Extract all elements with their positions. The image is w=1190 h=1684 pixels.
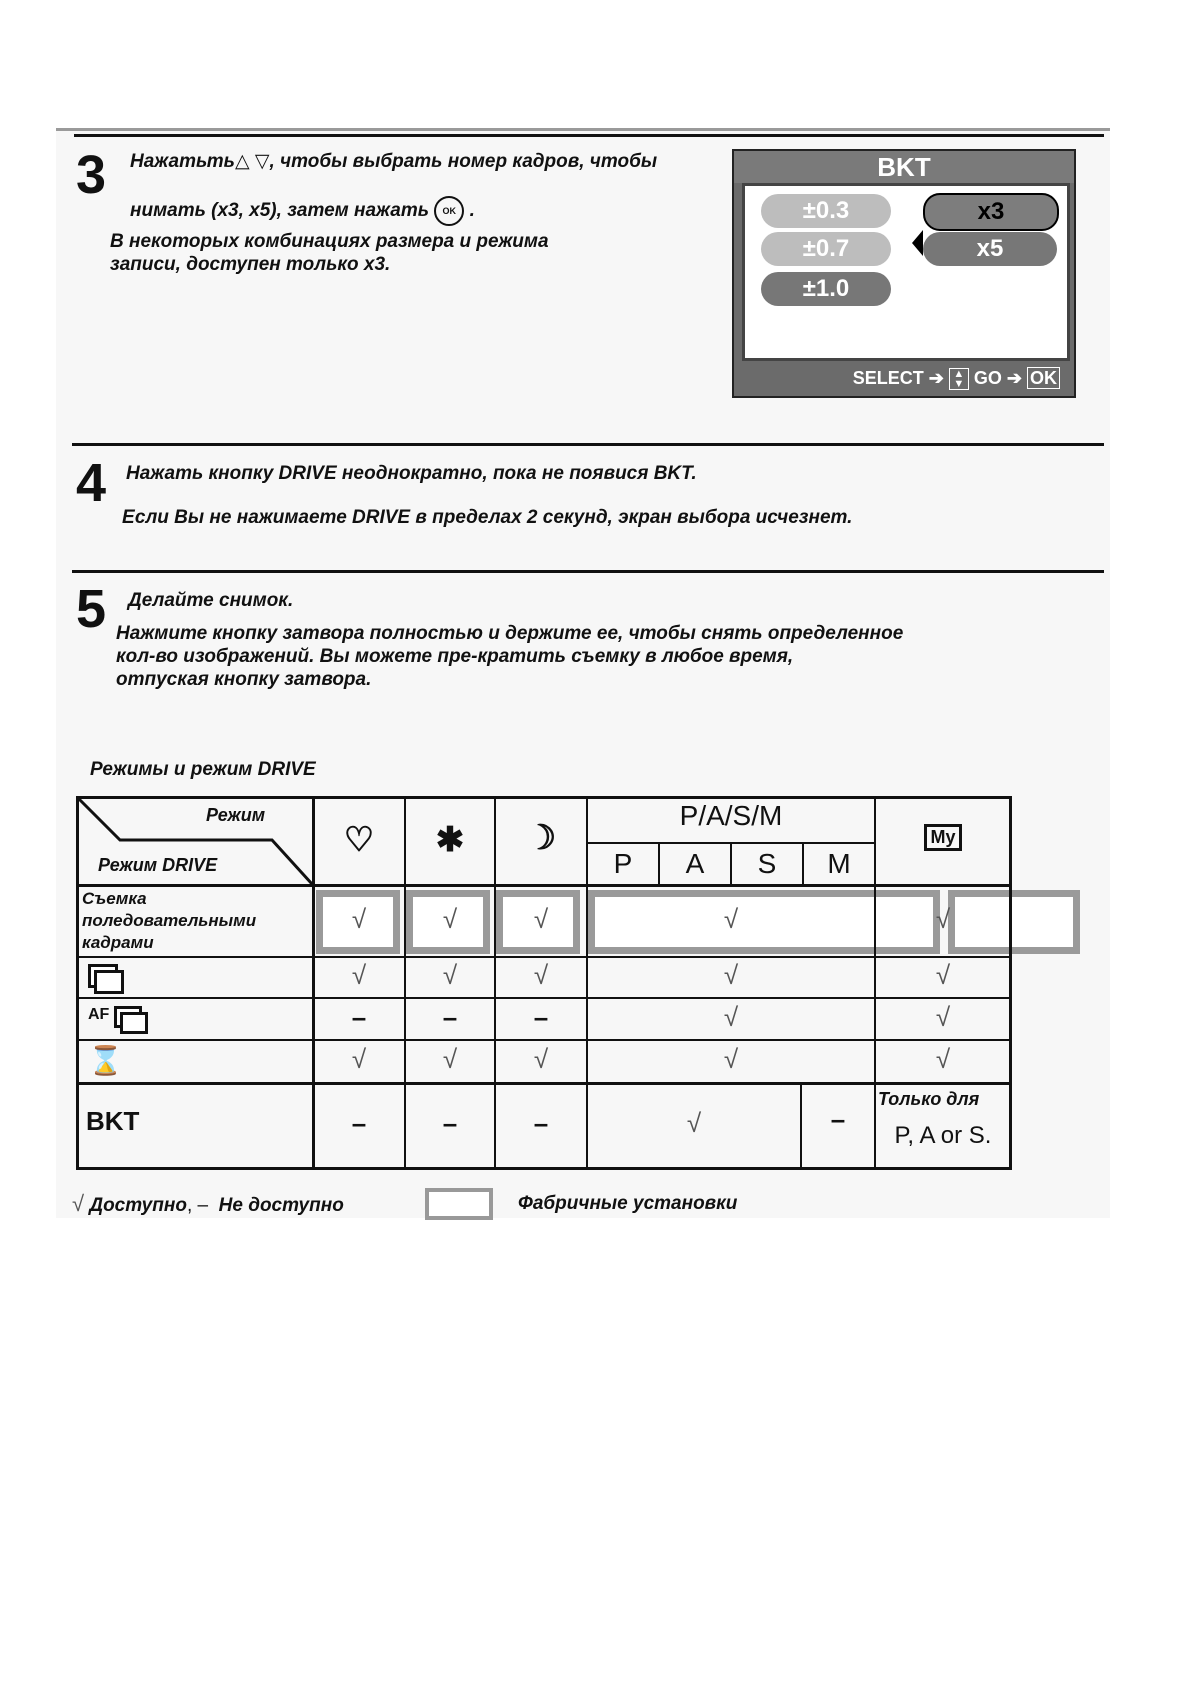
step-4-number: 4: [76, 453, 107, 513]
cell-check: √: [533, 960, 549, 990]
screen-body: [742, 183, 1070, 361]
step-4-line-2: Если Вы не нажимаете DRIVE в пределах 2 секунд, экран выбора исчезнет.: [122, 507, 853, 528]
row-sequential-label-3: кадрами: [82, 933, 154, 952]
arrow-right-icon: ➔: [928, 368, 944, 388]
up-down-icon: ▲ ▼: [949, 368, 969, 390]
step-3-text-b: , чтобы выбрать номер кадров, чтобы: [269, 151, 658, 172]
only-for-line-1: Только для: [878, 1089, 980, 1109]
night-portrait-mode-icon: ☽: [525, 819, 557, 857]
up-triangle-icon: △: [234, 151, 250, 172]
cell-dash: –: [351, 1108, 367, 1138]
corner-drive-label: Режим DRIVE: [98, 855, 218, 875]
cell-check: √: [723, 1044, 739, 1074]
my-mode-icon: [876, 824, 1010, 851]
corner-mode-label: Режим: [206, 805, 266, 825]
modes-table: [76, 796, 1012, 1170]
ok-label: OK: [1027, 367, 1060, 389]
self-timer-icon: ⌛: [88, 1045, 123, 1076]
screen-footer: [734, 361, 1074, 396]
cell-dash: –: [351, 1002, 367, 1032]
divider-step-4: [72, 443, 1104, 446]
pasm-header: P/A/S/M: [679, 800, 783, 831]
sub-header-m: M: [827, 848, 851, 879]
legend-check-symbol: √: [72, 1191, 85, 1216]
sports-mode-icon: ✱: [435, 821, 465, 859]
sub-header-s: S: [757, 848, 777, 879]
top-rule-gray: [56, 128, 1110, 131]
step-5-line-3: кол-во изображений. Вы можете пре-кратить съемку в любое время,: [116, 646, 794, 667]
down-triangle-icon: ▽: [254, 151, 270, 172]
cell-check: √: [686, 1108, 702, 1138]
screen-title: BKT: [734, 151, 1074, 183]
legend-not-available: Не доступно: [218, 1195, 344, 1216]
step-3-text-c: нимать (x3, x5), затем нажать: [130, 200, 430, 222]
go-label: GO: [973, 368, 1002, 388]
my-mode-label: My: [924, 824, 961, 851]
frames-option-x3[interactable]: x3: [923, 193, 1059, 231]
sub-header-a: A: [685, 848, 705, 879]
step-5-line-4: отпуская кнопку затвора.: [116, 669, 372, 690]
cell-check: √: [533, 1044, 549, 1074]
cell-check: √: [351, 1044, 367, 1074]
cell-dash: –: [533, 1108, 549, 1138]
cell-check: √: [442, 960, 458, 990]
cell-check: √: [723, 904, 739, 934]
only-for-line-2: P, A or S.: [894, 1122, 992, 1149]
step-5-number: 5: [76, 579, 107, 639]
cell-check: √: [351, 960, 367, 990]
sub-header-p: P: [613, 848, 633, 879]
step-3-note-2: записи, доступен только x3.: [110, 254, 391, 275]
cell-check: √: [935, 1002, 951, 1032]
legend-available: Доступно: [89, 1195, 187, 1216]
step-5-line-2: Нажмите кнопку затвора полностью и держите ее, чтобы снять определенное: [116, 623, 904, 644]
step-3-line-2: нимать (x3, x5), затем нажать OK .: [130, 196, 475, 226]
row-sequential-label-1: Съемка: [82, 889, 147, 908]
cell-check: √: [442, 904, 458, 934]
cell-dash: –: [533, 1002, 549, 1032]
legend-factory: Фабричные установки: [518, 1193, 738, 1214]
cell-check: √: [935, 1044, 951, 1074]
step-3-text-a: Нажатьть: [130, 151, 235, 172]
legend-dash-symbol: –: [197, 1195, 209, 1216]
cell-check: √: [723, 960, 739, 990]
cell-dash: –: [442, 1002, 458, 1032]
step-3-number: 3: [76, 145, 107, 205]
step-option-1[interactable]: ±0.7: [761, 232, 891, 266]
table-caption: Режимы и режим DRIVE: [90, 759, 316, 780]
cell-check: √: [723, 1002, 739, 1032]
top-rule: [74, 134, 1104, 137]
ok-button-icon: OK: [434, 196, 464, 226]
row-bkt-label: BKT: [86, 1106, 140, 1136]
frames-option-x5[interactable]: x5: [923, 232, 1057, 266]
step-option-0[interactable]: ±0.3: [761, 194, 891, 228]
step-4-line-1: Нажать кнопку DRIVE неоднократно, пока не появися BKT.: [126, 463, 697, 484]
divider-step-5: [72, 570, 1104, 573]
cell-check: √: [442, 1044, 458, 1074]
row-sequential-label-2: поледовательными: [82, 911, 257, 930]
arrow-right-icon-2: ➔: [1006, 368, 1022, 388]
step-3-line-1: [130, 150, 657, 173]
portrait-mode-icon: ♡: [343, 821, 375, 859]
camera-screen: [732, 149, 1076, 398]
step-3-note-1: В некоторых комбинациях размера и режима: [110, 231, 549, 252]
cell-check: √: [351, 904, 367, 934]
selection-arrow-icon: [912, 230, 923, 256]
select-label: SELECT: [852, 368, 924, 388]
cell-check: √: [935, 904, 951, 934]
step-5-line-1: Делайте снимок.: [128, 590, 294, 611]
legend: √ Доступно, – Не доступно: [72, 1191, 344, 1216]
step-option-2[interactable]: ±1.0: [761, 272, 891, 306]
cell-check: √: [935, 960, 951, 990]
cell-dash: –: [830, 1104, 846, 1134]
legend-factory-swatch: [425, 1188, 493, 1220]
af-sequential-icon: AF: [88, 1006, 109, 1024]
cell-dash: –: [442, 1108, 458, 1138]
cell-check: √: [533, 904, 549, 934]
